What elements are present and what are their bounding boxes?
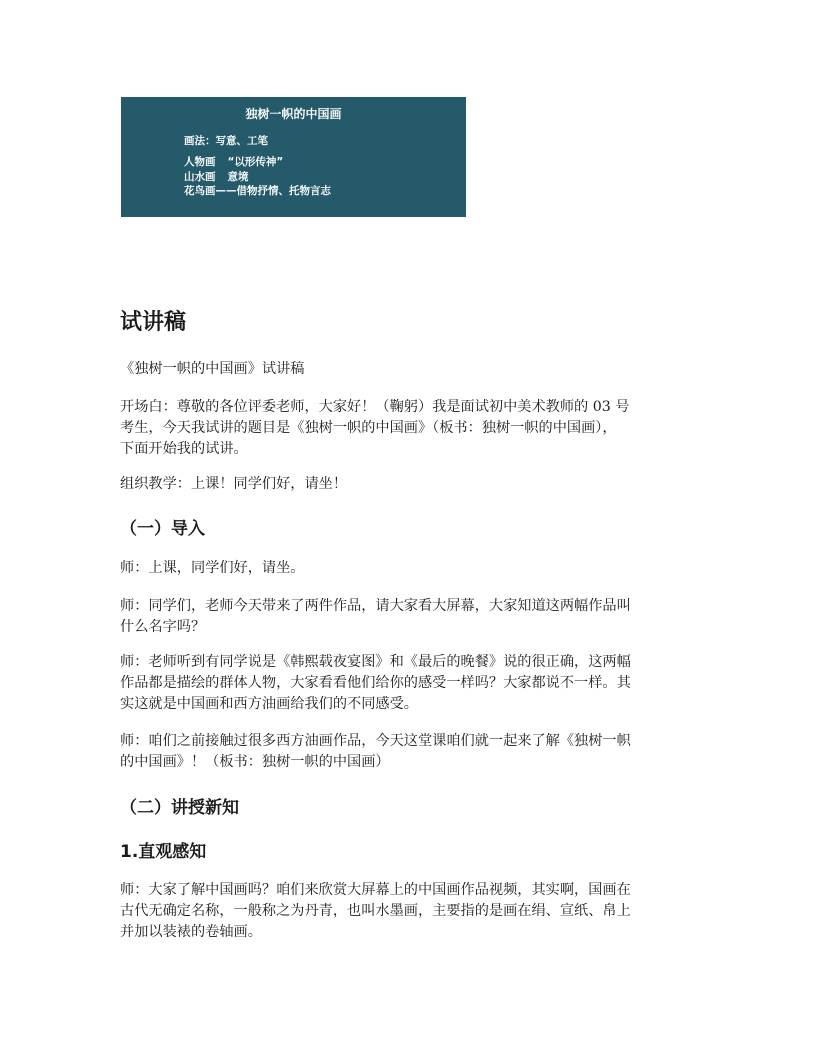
opening-line-1: 开场白：尊敬的各位评委老师，大家好！（鞠躬）我是面试初中美术教师的 03 号 [120, 399, 630, 415]
paragraph-2-line-1: 师：同学们，老师今天带来了两件作品，请大家看大屏幕，大家知道这两幅作品叫 [120, 598, 631, 614]
paragraph-5-line-3: 并加以装裱的卷轴画。 [120, 924, 262, 940]
organize-paragraph [120, 474, 700, 495]
paragraph-5-line-2: 古代无确定名称，一般称之为丹青，也叫水墨画，主要指的是画在绢、宣纸、帛上 [120, 903, 631, 919]
paragraph-4-line-2: 的中国画》！（板书：独树一帜的中国画） [120, 754, 390, 770]
opening-line-3: 下面开始我的试讲。 [120, 441, 248, 457]
paragraph-3-line-2: 作品都是描绘的群体人物，大家看看他们给你的感受一样吗？大家都说不一样。其 [120, 675, 631, 691]
board-line-figure [184, 154, 283, 169]
board-line-technique: 画法：写意、工笔 [184, 135, 268, 147]
paragraph-4 [120, 731, 700, 773]
subtitle-paragraph [120, 359, 700, 380]
document-title: 试讲稿 [120, 310, 187, 335]
board-landscape-label: 山水画 [184, 171, 216, 183]
blackboard-image [121, 97, 466, 217]
board-line-flower-bird: 花鸟画——借物抒情、托物言志 [184, 185, 331, 197]
paragraph-3-line-1: 师：老师听到有同学说是《韩熙载夜宴图》和《最后的晚餐》说的很正确，这两幅 [120, 654, 631, 670]
paragraph-1 [120, 558, 700, 579]
organize-text: 组织教学：上课！同学们好，请坐！ [120, 476, 348, 492]
paragraph-1-line-1: 师：上课，同学们好，请坐。 [120, 560, 305, 576]
subtitle-text: 《独树一帜的中国画》试讲稿 [120, 361, 305, 377]
paragraph-3 [120, 652, 700, 715]
board-line-landscape [184, 169, 249, 184]
paragraph-5 [120, 880, 700, 943]
section-heading-intro: （一）导入 [120, 519, 205, 539]
board-figure-value: “以形传神” [227, 156, 284, 168]
board-title: 独树一帜的中国画 [245, 107, 342, 121]
paragraph-2-line-2: 什么名字吗？ [120, 619, 206, 635]
opening-paragraph [120, 397, 700, 460]
opening-line-2: 考生，今天我试讲的题目是《独树一帜的中国画》（板书：独树一帜的中国画）， [120, 420, 617, 436]
board-figure-label: 人物画 [184, 156, 216, 168]
section-heading-new-knowledge: （二）讲授新知 [120, 798, 239, 818]
paragraph-2 [120, 596, 700, 638]
subsection-heading-perception: 1.直观感知 [120, 842, 207, 862]
paragraph-5-line-1: 师：大家了解中国画吗？咱们来欣赏大屏幕上的中国画作品视频，其实啊，国画在 [120, 882, 631, 898]
paragraph-3-line-3: 实这就是中国画和西方油画给我们的不同感受。 [120, 696, 418, 712]
board-landscape-value: 意境 [227, 171, 249, 183]
paragraph-4-line-1: 师：咱们之前接触过很多西方油画作品，今天这堂课咱们就一起来了解《独树一帜 [120, 733, 631, 749]
